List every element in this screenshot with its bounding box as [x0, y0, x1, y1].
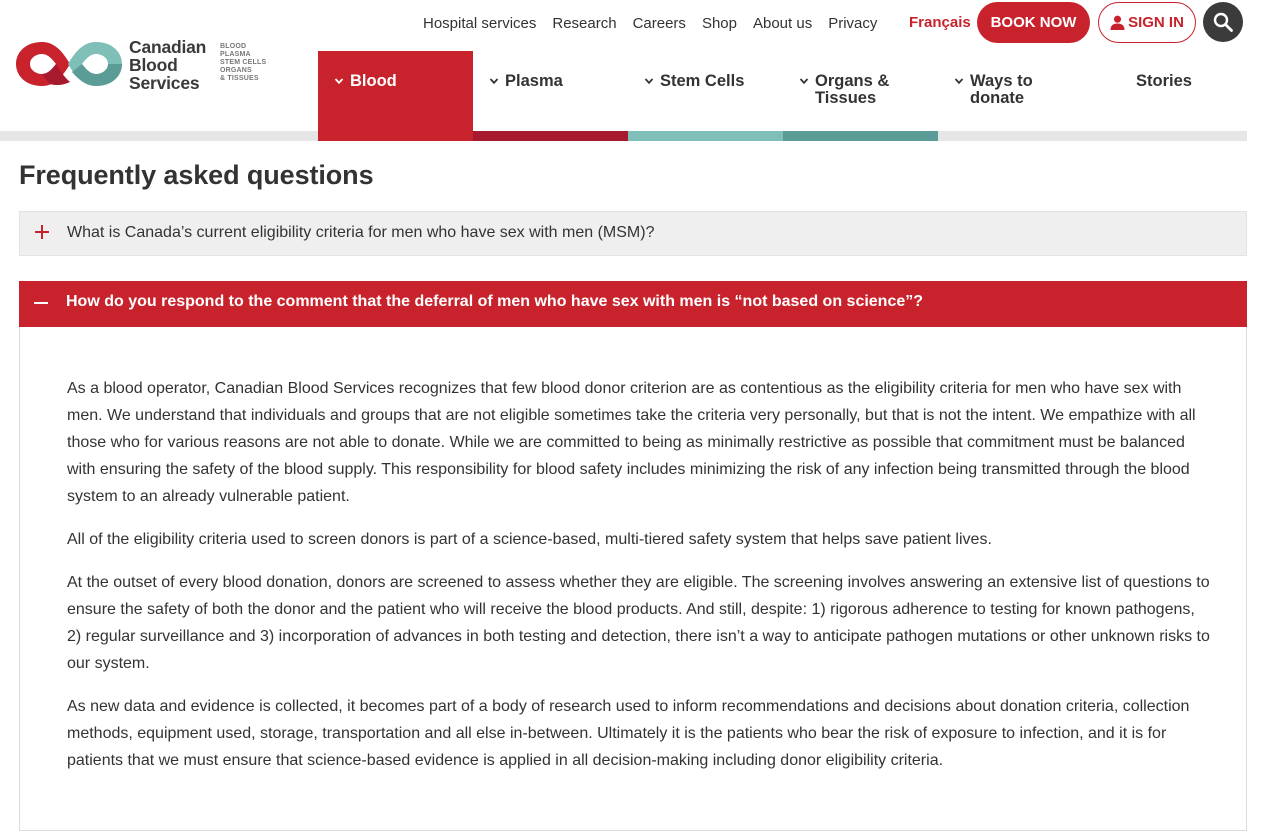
user-icon [1110, 15, 1125, 30]
logo-word-2: Blood [129, 55, 178, 75]
answer-paragraph: As new data and evidence is collected, it becomes part of a body of research used to inform recommendations and decisions about donation criteria, collection methods, equipment used, storage, transportation and all else in-between. Ultimately it is the patients who bear the risk of exposure to infection, and it is for patients that we must ensure that science-based evidence is applied in all decision-making including donor eligibility criteria. [67, 698, 1190, 769]
nav-item-stories[interactable] [1093, 51, 1248, 141]
language-toggle-link[interactable]: Français [909, 14, 971, 31]
link-about-us[interactable]: About us [752, 14, 813, 32]
search-button[interactable] [1203, 2, 1243, 42]
answer-paragraph: At the outset of every blood donation, donors are screened to assess whether they are eligible. The screening involves answering an extensive list of questions to ensure the safety of both the donor and the patient who will receive the blood products. And still, despite: 1) rigorous adherence to testing for known pathogens, 2) regular surveillance and 3) incorporation of advances in both testing and detection, there isn’t a way to anticipate pathogen mutations or other unknown risks to our system. [67, 574, 1210, 672]
nav-color-bar-organs-tissues [783, 131, 938, 141]
tagline-line-2: PLASMA [220, 51, 251, 58]
chevron-down-icon [799, 76, 809, 86]
main-nav [318, 51, 1251, 141]
nav-label-stories: Stories [1136, 72, 1192, 90]
nav-item-ways-to-donate[interactable] [938, 51, 1093, 141]
logo-word-3: Services [129, 73, 200, 93]
faq-question-text: How do you respond to the comment that the deferral of men who have sex with men is “not based on science”? [66, 293, 924, 310]
nav-label-blood: Blood [350, 72, 397, 90]
chevron-down-icon [644, 76, 654, 86]
faq-answer-panel [19, 327, 1247, 831]
logo-wordmark [129, 38, 206, 92]
nav-label-plasma: Plasma [505, 72, 563, 90]
faq-question-expanded[interactable] [19, 281, 1247, 327]
chevron-down-icon [334, 76, 344, 86]
faq-question-text: What is Canada’s current eligibility criteria for men who have sex with men (MSM)? [67, 224, 655, 241]
nav-item-blood[interactable] [318, 51, 473, 141]
nav-item-plasma[interactable] [473, 51, 628, 141]
search-icon [1213, 12, 1233, 32]
nav-label-stem-cells: Stem Cells [660, 72, 745, 90]
nav-color-bar-stem-cells [628, 131, 783, 141]
nav-item-stem-cells[interactable] [628, 51, 783, 141]
site-header [0, 0, 1261, 141]
link-privacy[interactable]: Privacy [828, 14, 878, 32]
link-research[interactable]: Research [552, 14, 617, 32]
nav-color-bar-plasma [473, 131, 628, 141]
link-hospital-services[interactable]: Hospital services [423, 14, 537, 32]
page-title: Frequently asked questions [19, 160, 374, 190]
faq-question-collapsed[interactable] [19, 211, 1247, 256]
logo-tagline [220, 43, 266, 83]
nav-color-bar-blood [318, 131, 473, 141]
tagline-line-3: STEM CELLS [220, 59, 267, 66]
logo-infinity-icon [14, 36, 124, 92]
nav-item-organs-tissues[interactable] [783, 51, 938, 141]
link-careers[interactable]: Careers [632, 14, 686, 32]
logo-word-1: Canadian [129, 37, 207, 57]
sign-in-button[interactable] [1098, 2, 1196, 43]
faq-answer-body [67, 375, 1212, 790]
plus-icon [34, 224, 50, 240]
tagline-line-4: ORGANS [220, 67, 252, 74]
minus-icon [33, 295, 49, 311]
link-shop[interactable]: Shop [701, 14, 737, 32]
answer-paragraph: All of the eligibility criteria used to screen donors is part of a science-based, multi-tiered safety system that helps save patient lives. [67, 531, 992, 548]
tagline-line-1: BLOOD [220, 43, 247, 50]
tagline-line-5: & TISSUES [220, 75, 259, 82]
utility-nav [423, 13, 971, 33]
sign-in-label: SIGN IN [1128, 14, 1184, 31]
book-now-button[interactable]: BOOK NOW [977, 2, 1090, 43]
nav-label-ways-to-donate: Ways to donate [970, 72, 1033, 107]
chevron-down-icon [489, 76, 499, 86]
answer-paragraph: As a blood operator, Canadian Blood Services recognizes that few blood donor criterion are as contentious as the eligibility criteria for men who have sex with men. We understand that individuals and groups that are not eligible sometimes take the criteria very personally, but that is not the intent. We empathize with all those who for various reasons are not able to donate. While we are committed to being as minimally restrictive as possible that commitment must be balanced with ensuring the safety of the blood supply. This responsibility for blood safety includes minimizing the risk of any infection being transmitted through the blood system to an already vulnerable patient. [67, 380, 1196, 505]
nav-label-organs-tissues: Organs & Tissues [815, 72, 890, 107]
logo-link[interactable] [14, 36, 284, 92]
chevron-down-icon [954, 76, 964, 86]
